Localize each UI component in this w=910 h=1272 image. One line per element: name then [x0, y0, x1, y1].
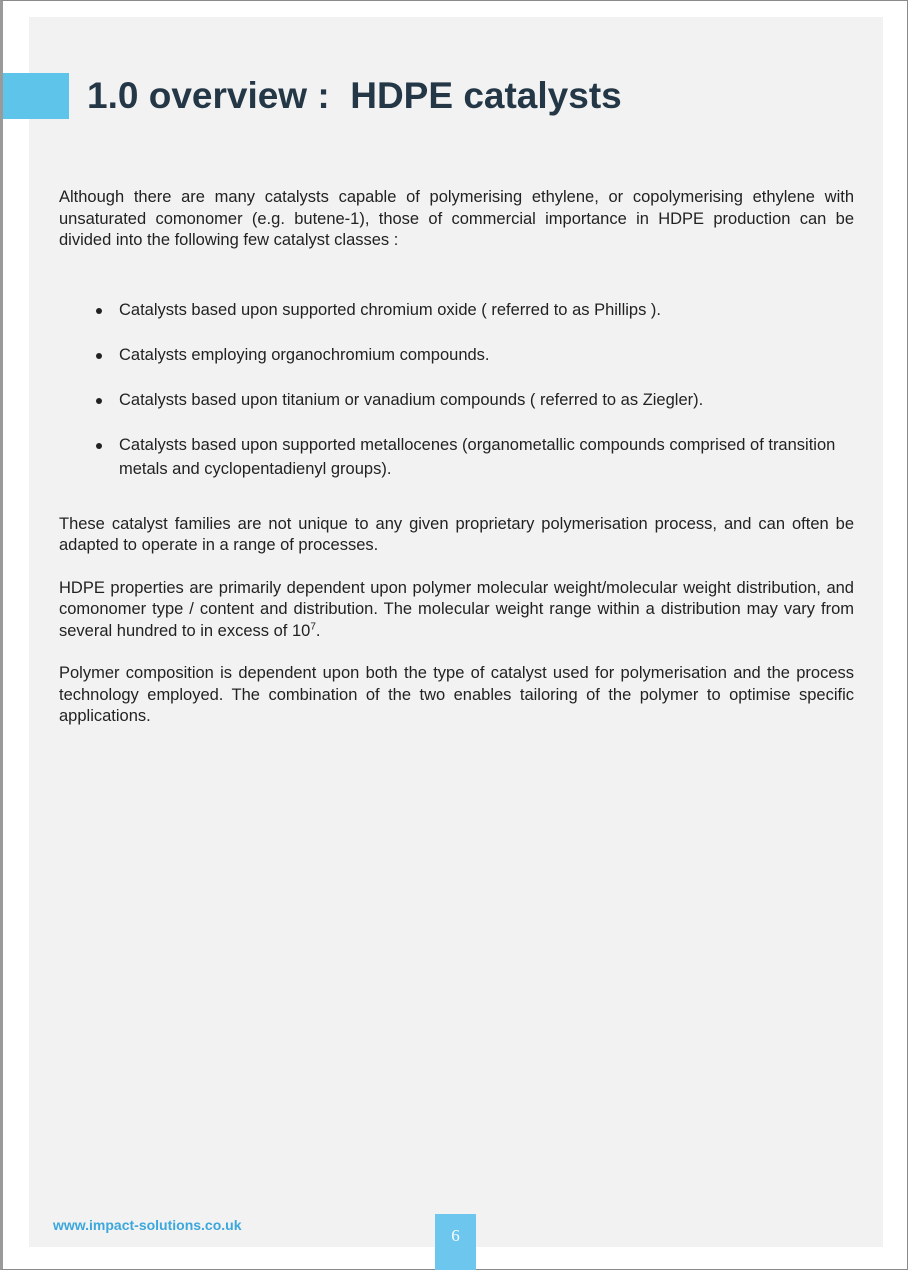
paragraph-catalyst-families: These catalyst families are not unique to any given proprietary polymerisation process, and can often be adapted to operate in a range of processes. — [59, 514, 854, 554]
paragraph-hdpe-properties — [59, 578, 854, 643]
page-title: 1.0 overview : HDPE catalysts — [87, 75, 622, 116]
title-accent-bar — [3, 73, 69, 119]
list-item: Catalysts employing organochromium compounds. — [59, 343, 854, 367]
list-item: Catalysts based upon titanium or vanadium compounds ( referred to as Ziegler). — [59, 388, 854, 412]
intro-paragraph: Although there are many catalysts capable of polymerising ethylene, or copolymerising ethylene with unsaturated comonomer (e.g. butene-1), those of commercial importance in HDPE production can be divided into the following few catalyst classes : — [59, 188, 854, 249]
footer-website-link[interactable]: www.impact-solutions.co.uk — [53, 1217, 242, 1233]
list-item: Catalysts based upon supported chromium oxide ( referred to as Phillips ). — [59, 298, 854, 322]
page-number: 6 — [451, 1226, 460, 1245]
paragraph-end: . — [315, 621, 321, 640]
paragraph-text: HDPE properties are primarily dependent upon polymer molecular weight/molecular weight distribution, and comonomer type / content and distribution. The molecular weight range within a distribution may vary from several hundred to in excess of 10 — [59, 578, 854, 640]
page-number-box — [435, 1214, 476, 1270]
superscript-exponent: 7 — [310, 621, 316, 632]
catalyst-list — [59, 298, 854, 481]
list-item: Catalysts based upon supported metallocenes (organometallic compounds comprised of transition metals and cyclopentadienyl groups). — [59, 433, 854, 481]
body-content — [59, 187, 854, 749]
paragraph-polymer-composition: Polymer composition is dependent upon both the type of catalyst used for polymerisation and the process technology employed. The combination of the two enables tailoring of the polymer to optimise specific applications. — [59, 664, 854, 725]
